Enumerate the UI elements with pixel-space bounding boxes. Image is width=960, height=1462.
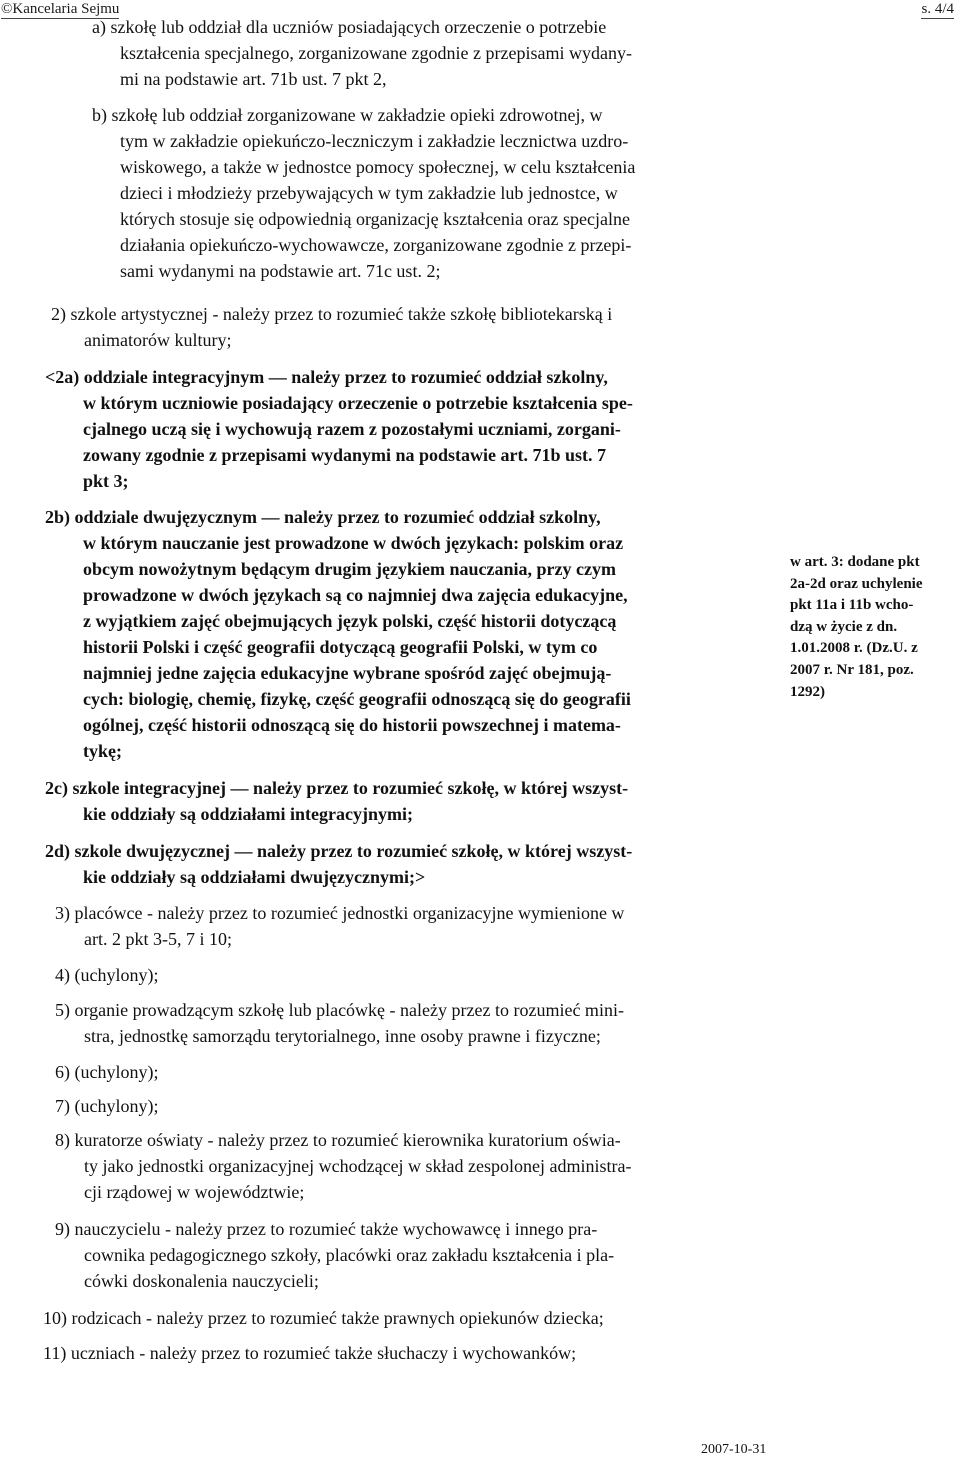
item-2a	[45, 364, 633, 494]
item-6	[55, 1059, 158, 1085]
item-2c	[45, 775, 628, 827]
item-b	[92, 102, 635, 284]
text-line: obcym nowożytnym będącym drugim językiem nauczania, przy czym	[83, 559, 616, 579]
text-line: historii Polski i część geografii dotyczącą geografii Polski, w tym co	[83, 637, 598, 657]
text-line: <2a) oddziale integracyjnym — należy przez to rozumieć oddział szkolny,	[45, 367, 608, 387]
side-note-line: dzą w życie z dn.	[790, 618, 898, 635]
text-line: zowany zgodnie z przepisami wydanymi na podstawie art. 71b ust. 7	[83, 445, 607, 465]
text-line: 9) nauczycielu - należy przez to rozumieć także wychowawcę i innego pra-	[55, 1219, 598, 1239]
text-line: sami wydanymi na podstawie art. 71c ust. 2;	[120, 261, 441, 281]
item-3	[55, 900, 624, 952]
text-line: ogólnej, część historii odnoszącą się do historii powszechnej i matema-	[83, 715, 621, 735]
text-line: cych: biologię, chemię, fizykę, część geografii odnoszącą się do geografii	[83, 689, 631, 709]
text-line: 2b) oddziale dwujęzycznym — należy przez to rozumieć oddział szkolny,	[45, 507, 601, 527]
side-note-line: 2007 r. Nr 181, poz.	[790, 661, 914, 678]
item-11	[43, 1340, 576, 1366]
text-line: tykę;	[83, 741, 122, 761]
side-note-line: 1292)	[790, 683, 825, 700]
text-line: kie oddziały są oddziałami integracyjnymi;	[83, 804, 413, 824]
text-line: mi na podstawie art. 71b ust. 7 pkt 2,	[120, 69, 387, 89]
item-10	[43, 1305, 604, 1331]
item-2	[51, 301, 612, 353]
text-line: kształcenia specjalnego, zorganizowane zgodnie z przepisami wydany-	[120, 43, 632, 63]
footer-date: 2007-10-31	[701, 1442, 767, 1457]
side-note-line: 2a-2d oraz uchylenie	[790, 575, 923, 592]
text-line: 10) rodzicach - należy przez to rozumieć także prawnych opiekunów dziecka;	[43, 1308, 604, 1328]
text-line: stra, jednostkę samorządu terytorialnego, inne osoby prawne i fizyczne;	[84, 1026, 601, 1046]
text-line: najmniej jedne zajęcia edukacyjne wybrane spośród zajęć obejmują-	[83, 663, 612, 683]
text-line: 11) uczniach - należy przez to rozumieć także słuchaczy i wychowanków;	[43, 1343, 577, 1363]
page-number: s. 4/4	[921, 1, 954, 17]
text-line: cji rządowej w województwie;	[84, 1182, 305, 1202]
text-line: prowadzone w dwóch językach są co najmniej dwa zajęcia edukacyjne,	[83, 585, 628, 605]
text-line: pkt 3;	[83, 471, 129, 491]
text-line: w którym nauczanie jest prowadzone w dwóch językach: polskim oraz	[83, 533, 624, 553]
text-line: tym w zakładzie opiekuńczo-leczniczym i zakładzie lecznictwa uzdro-	[120, 131, 629, 151]
item-4	[55, 962, 158, 988]
text-line: z wyjątkiem zajęć obejmujących język polski, część historii dotyczącą	[83, 611, 617, 631]
text-line: 4) (uchylony);	[55, 965, 159, 985]
text-line: 2) szkole artystycznej - należy przez to rozumieć także szkołę bibliotekarską i	[51, 304, 613, 324]
text-line: 5) organie prowadzącym szkołę lub placówkę - należy przez to rozumieć mini-	[55, 1000, 624, 1020]
text-line: ty jako jednostki organizacyjnej wchodzącej w skład zespolonej administra-	[84, 1156, 632, 1176]
text-line: działania opiekuńczo-wychowawcze, zorganizowane zgodnie z przepi-	[120, 235, 632, 255]
side-note-line: 1.01.2008 r. (Dz.U. z	[790, 640, 918, 657]
side-note-line: pkt 11a i 11b wcho-	[790, 597, 914, 614]
item-2b	[45, 504, 631, 764]
text-line: cówki doskonalenia nauczycieli;	[84, 1271, 319, 1291]
text-line: których stosuje się odpowiednią organizację kształcenia oraz specjalne	[120, 209, 630, 229]
text-line: kie oddziały są oddziałami dwujęzycznymi;>	[83, 867, 426, 887]
side-note-line: w art. 3: dodane pkt	[790, 554, 920, 570]
item-2d	[45, 838, 632, 890]
text-line: b) szkołę lub oddział zorganizowane w zakładzie opieki zdrowotnej, w	[92, 105, 603, 125]
text-line: w którym uczniowie posiadający orzeczenie o potrzebie kształcenia spe-	[83, 393, 633, 413]
text-line: 2d) szkole dwujęzycznej — należy przez to rozumieć szkołę, w której wszyst-	[45, 841, 633, 861]
text-line: a) szkołę lub oddział dla uczniów posiadających orzeczenie o potrzebie	[92, 17, 607, 37]
text-line: 7) (uchylony);	[55, 1096, 159, 1116]
item-5	[55, 997, 624, 1049]
item-7	[55, 1093, 158, 1119]
text-line: 8) kuratorze oświaty - należy przez to rozumieć kierownika kuratorium oświa-	[55, 1130, 621, 1150]
header-left: ©Kancelaria Sejmu	[1, 1, 120, 17]
text-line: 2c) szkole integracyjnej — należy przez to rozumieć szkołę, w której wszyst-	[45, 778, 629, 798]
text-line: art. 2 pkt 3-5, 7 i 10;	[84, 929, 232, 949]
text-line: cownika pedagogicznego szkoły, placówki oraz zakładu kształcenia i pla-	[84, 1245, 615, 1265]
item-a	[92, 14, 782, 92]
text-line: animatorów kultury;	[84, 330, 232, 350]
item-8	[55, 1127, 632, 1205]
side-note	[790, 552, 923, 703]
text-line: 3) placówce - należy przez to rozumieć jednostki organizacyjne wymienione w	[55, 903, 625, 923]
text-line: wiskowego, a także w jednostce pomocy społecznej, w celu kształcenia	[120, 157, 636, 177]
item-9	[55, 1216, 614, 1294]
text-line: cjalnego uczą się i wychowują razem z pozostałymi uczniami, zorgani-	[83, 419, 621, 439]
text-line: 6) (uchylony);	[55, 1062, 159, 1082]
text-line: dzieci i młodzieży przebywających w tym zakładzie lub jednostce, w	[120, 183, 618, 203]
